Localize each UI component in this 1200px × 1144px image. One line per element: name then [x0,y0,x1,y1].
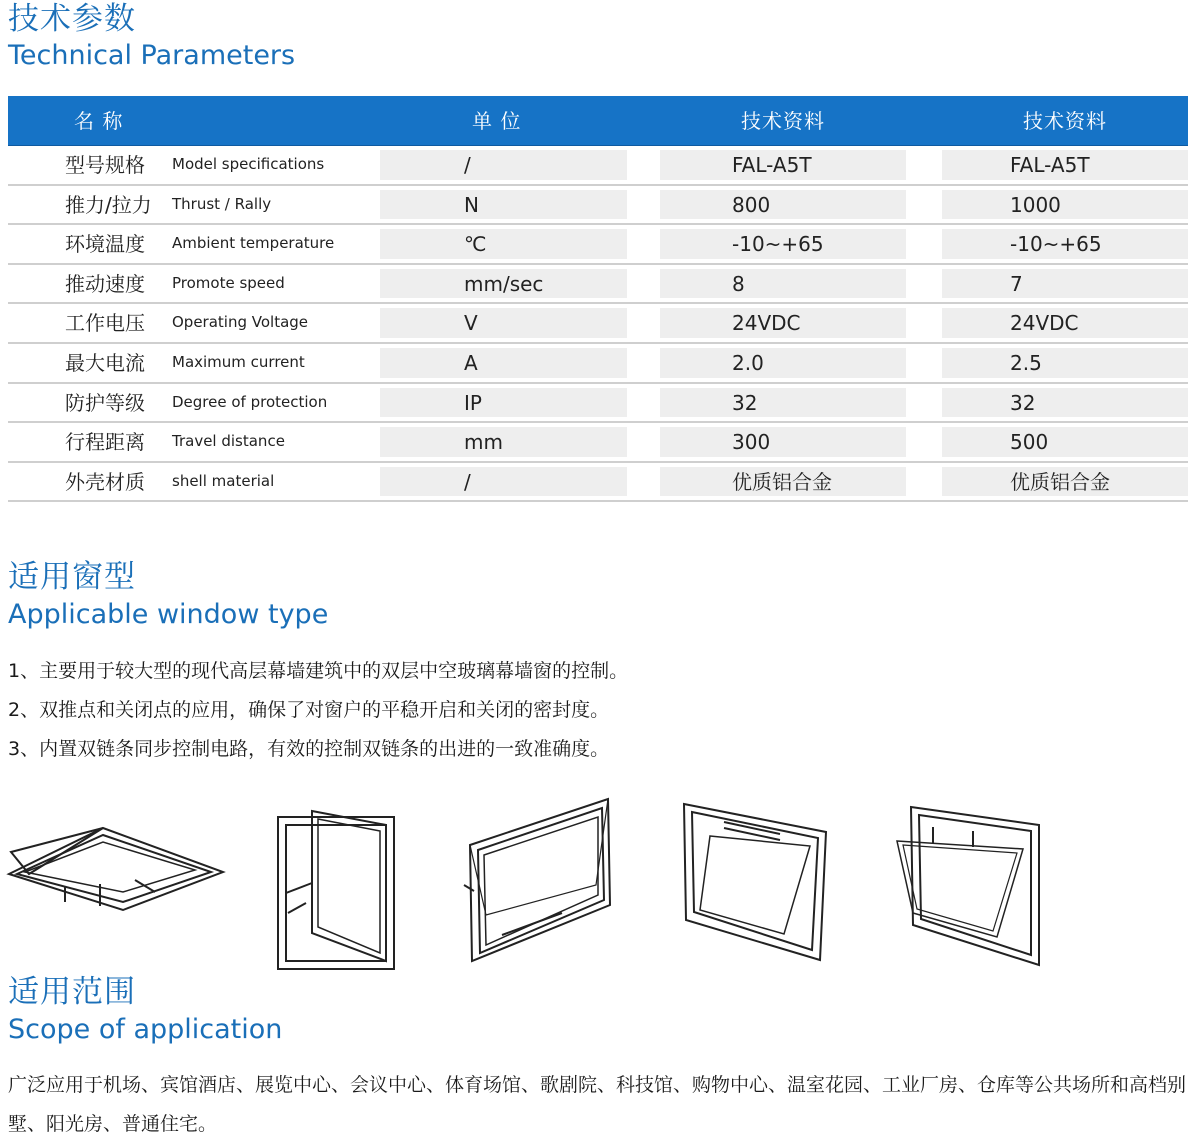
window-type-title-en: Applicable window type [8,599,329,630]
table-row [8,344,1188,384]
cell-stripe [380,467,627,497]
list-item: 1、主要用于较大型的现代高层幕墙建筑中的双层中空玻璃幕墙窗的控制。 [8,660,629,682]
window-type-list [8,652,628,769]
hopper-window-icon [893,803,1045,967]
row-name-en: Degree of protection [172,392,328,411]
skylight-window-icon [5,822,227,912]
row-value-1: -10~+65 [732,232,824,257]
row-name-cn: 工作电压 [65,311,145,336]
row-value-2: 优质铝合金 [1010,469,1110,494]
row-name-en: Model specifications [172,155,325,173]
table-header [8,96,1188,146]
row-value-1: FAL-A5T [732,153,812,177]
table-body [8,146,1188,502]
row-value-2: 1000 [1010,192,1061,217]
scope-title-cn: 适用范围 [8,974,136,1010]
cell-stripe [942,348,1188,378]
header-unit: 单 位 [472,109,522,133]
spec-table [8,96,1188,502]
cell-stripe [380,348,627,378]
table-row [8,423,1188,463]
cell-stripe [380,308,627,338]
header-spec-2: 技术资料 [1023,109,1107,133]
top-hung-window-icon [452,795,618,965]
table-row [8,146,1188,186]
row-value-1: 2.0 [732,350,764,375]
cell-stripe [942,388,1188,418]
table-row [8,186,1188,226]
technical-title-cn: 技术参数 [8,1,136,37]
cell-stripe [942,427,1188,457]
row-name-en: Maximum current [172,352,305,371]
row-value-2: 2.5 [1010,350,1042,375]
row-name-en: Ambient temperature [172,234,335,253]
row-value-2: 32 [1010,390,1036,415]
window-type-title-cn: 适用窗型 [8,559,136,595]
row-unit: mm/sec [464,271,544,296]
header-spec-1: 技术资料 [741,109,825,133]
list-item: 3、内置双链条同步控制电路，有效的控制双链条的出进的一致准确度。 [8,738,610,760]
row-name-cn: 环境温度 [65,232,145,257]
row-value-1: 优质铝合金 [732,469,832,494]
row-unit: ℃ [464,232,487,257]
table-row [8,225,1188,265]
window-illustrations [0,785,1200,975]
row-unit: N [464,192,479,217]
row-name-cn: 推动速度 [65,271,145,296]
table-row [8,304,1188,344]
row-name-cn: 型号规格 [65,153,145,177]
row-name-en: Travel distance [172,432,285,451]
row-value-1: 800 [732,192,771,217]
cell-stripe [660,190,906,220]
row-value-2: 7 [1010,271,1023,296]
cell-stripe [380,229,627,259]
cell-stripe [380,388,627,418]
row-unit: A [464,350,478,375]
row-name-cn: 推力/拉力 [65,192,152,217]
row-value-1: 24VDC [732,311,801,336]
table-row [8,384,1188,424]
row-name-en: Thrust / Rally [172,194,272,213]
row-value-2: -10~+65 [1010,232,1102,257]
row-unit: mm [464,430,503,455]
cell-stripe [660,388,906,418]
row-unit: IP [464,390,482,415]
row-unit: / [464,469,471,494]
cell-stripe [942,269,1188,299]
cell-stripe [942,190,1188,220]
row-name-cn: 最大电流 [65,350,145,375]
row-name-cn: 行程距离 [65,430,145,455]
row-value-2: 24VDC [1010,311,1079,336]
cell-stripe [380,427,627,457]
row-value-2: FAL-A5T [1010,153,1090,177]
row-name-cn: 防护等级 [65,390,145,415]
cell-stripe [380,190,627,220]
scope-title-en: Scope of application [8,1014,283,1045]
table-row [8,463,1188,503]
cell-stripe [380,150,627,180]
header-name: 名 称 [74,109,124,133]
cell-stripe [660,269,906,299]
row-unit: / [464,153,471,177]
scope-text: 广泛应用于机场、宾馆酒店、展览中心、会议中心、体育场馆、歌剧院、科技馆、购物中心、温室花园、工业厂房、仓库等公共场所和高档别墅、阳光房、普通住宅。 [8,1074,1187,1135]
row-name-cn: 外壳材质 [65,469,145,494]
technical-title-en: Technical Parameters [8,40,296,71]
cell-stripe [660,427,906,457]
row-value-2: 500 [1010,430,1049,455]
row-value-1: 8 [732,271,745,296]
row-unit: V [464,311,478,336]
row-name-en: shell material [172,471,275,490]
side-hung-window-icon [272,803,402,975]
row-name-en: Operating Voltage [172,313,309,332]
bottom-hung-window-icon [680,800,828,962]
row-name-en: Promote speed [172,273,285,292]
row-value-1: 32 [732,390,758,415]
row-value-1: 300 [732,430,771,455]
table-row [8,265,1188,305]
list-item: 2、双推点和关闭点的应用，确保了对窗户的平稳开启和关闭的密封度。 [8,699,610,721]
cell-stripe [660,348,906,378]
